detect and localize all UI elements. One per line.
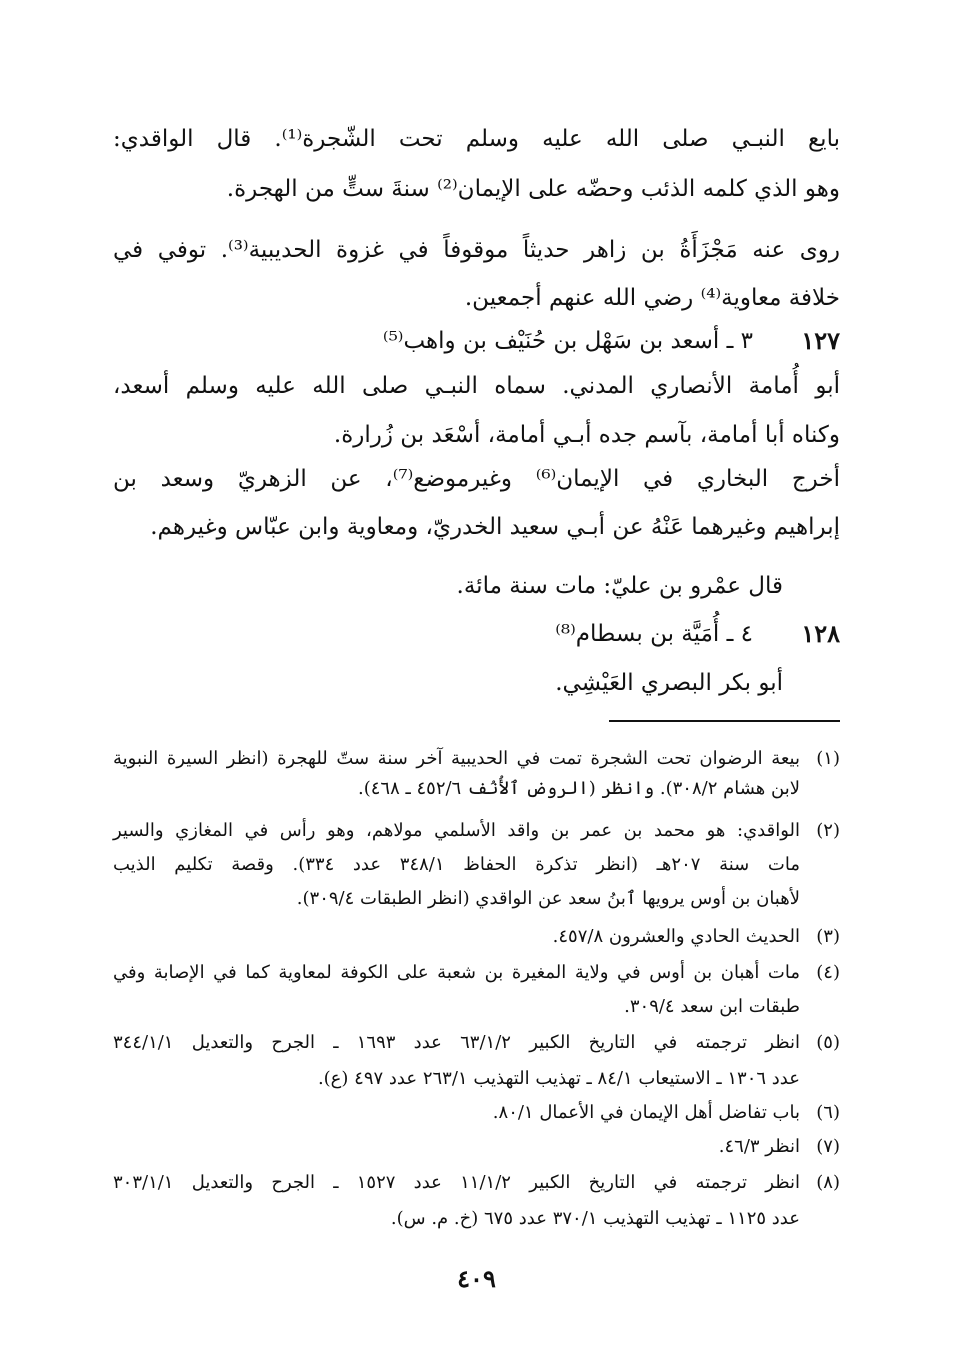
body-line: أخرج البخاري في الإيمان⁽⁶⁾ وغيرموضع⁽⁷⁾، عن الزهريّ وسعد بن: [113, 466, 840, 492]
footnote-line: عدد ١١٢٥ ـ تهذيب التهذيب ٣٧٠/١ عدد ٦٧٥ (خ. م. س).: [390, 1208, 800, 1229]
body-line: أبو أُمامة الأنصاري المدني. سماه النبـي صلى الله عليه وسلم أسعد،: [113, 373, 840, 399]
footnote-line: مات أهبان بن أوس في ولاية المغيرة بن شعبة على الكوفة لمعاوية كما في الإصابة وفي: [113, 962, 800, 983]
entry-number: ١٢٧: [801, 326, 840, 355]
body-line: وكناه أبا أمامة، بآسم جده أبـي أمامة، أسْعَد بن زُرارة.: [333, 422, 840, 448]
body-line: قال عمْرو بن عليّ: مات سنة مائة.: [456, 573, 783, 599]
body-line: إبراهيم وغيرهما عَنْهُ عن أبـي سعيد الخدريّ، ومعاوية وابن عبّاس وغيرهم.: [150, 514, 840, 540]
entry-heading: ٤ ـ أُمَيَّة بن بسطام⁽⁸⁾: [555, 621, 753, 647]
footnote-number: (٤): [816, 962, 840, 983]
body-line: وهو الذي كلمه الذئب وحضّه على الإيمان⁽²⁾ سنةَ ستٍّ من الهجرة.: [226, 176, 840, 202]
footnote-line: انظر ترجمته في التاريخ الكبير ٦٣/١/٢ عدد ١٦٩٣ ـ الجرح والتعديل ٣٤٤/١/١: [113, 1032, 800, 1053]
body-line: بايع النبـي صلى الله عليه وسلم تحت الشّجرة⁽¹⁾. قال الواقدي:: [113, 126, 840, 152]
footnote-number: (٦): [816, 1102, 840, 1123]
footnote-separator: [609, 720, 840, 722]
footnote-line: عدد ١٣٠٦ ـ الاستيعاب ٨٤/١ ـ تهذيب التهذيب ٢٦٣/١ عدد ٤٩٧ (ع).: [317, 1068, 800, 1089]
footnote-line: باب تفاضل أهل الإيمان في الأعمال ٨٠/١.: [492, 1102, 800, 1123]
footnote-number: (٢): [816, 820, 840, 841]
body-line: روى عنه مَجْزَأَةُ بن زاهر حديثاً موقوفاً في غزوة الحديبية⁽³⁾. توفي في: [113, 237, 840, 263]
footnote-line: انظر ترجمته في التاريخ الكبير ١١/١/٢ عدد ١٥٢٧ ـ الجرح والتعديل ٣٠٣/١/١: [113, 1172, 800, 1193]
page-number: ٤٠٩: [457, 1264, 496, 1293]
footnote-line: مات سنة ٢٠٧هـ (انظر تذكرة الحفاظ ٣٤٨/١ عدد ٣٣٤). وقصة تكليم الذيب: [113, 854, 800, 875]
footnote-line: لابن هشام ٣٠٨/٢). وانظر (الروض ٱلأُنُف ٤٥٢/٦ ـ ٤٦٨).: [358, 778, 800, 799]
footnote-number: (٨): [816, 1172, 840, 1193]
footnote-line: الواقدي: هو محمد بن عمر بن واقد الأسلمي مولاهم، وهو رأس في المغازي والسير: [113, 820, 800, 841]
footnote-number: (١): [816, 748, 840, 769]
footnote-number: (٥): [816, 1032, 840, 1053]
body-line: أبو بكر البصري العَيْشِي.: [555, 670, 783, 696]
body-line: خلافة معاوية⁽⁴⁾ رضي الله عنهم أجمعين.: [464, 285, 840, 311]
footnote-line: انظر ٤٦/٣.: [718, 1136, 800, 1157]
footnote-line: الحديث الحادي والعشرون ٤٥٧/٨.: [552, 926, 800, 947]
footnote-line: لأهبان بن أوس يرويها ٱبنُ سعد عن الواقدي (انظر الطبقات ٣٠٩/٤).: [296, 888, 800, 909]
footnote-line: بيعة الرضوان تحت الشجرة تمت في الحديبية آخر سنة ستّ للهجرة (انظر السيرة النبوية: [113, 748, 800, 769]
footnote-number: (٣): [816, 926, 840, 947]
footnote-number: (٧): [816, 1136, 840, 1157]
footnote-line: طبقات ابن سعد ٣٠٩/٤.: [624, 996, 800, 1017]
entry-heading: ٣ ـ أسعد بن سَهْل بن حُنَيْف بن واهب⁽⁵⁾: [382, 328, 753, 354]
entry-number: ١٢٨: [801, 619, 840, 648]
